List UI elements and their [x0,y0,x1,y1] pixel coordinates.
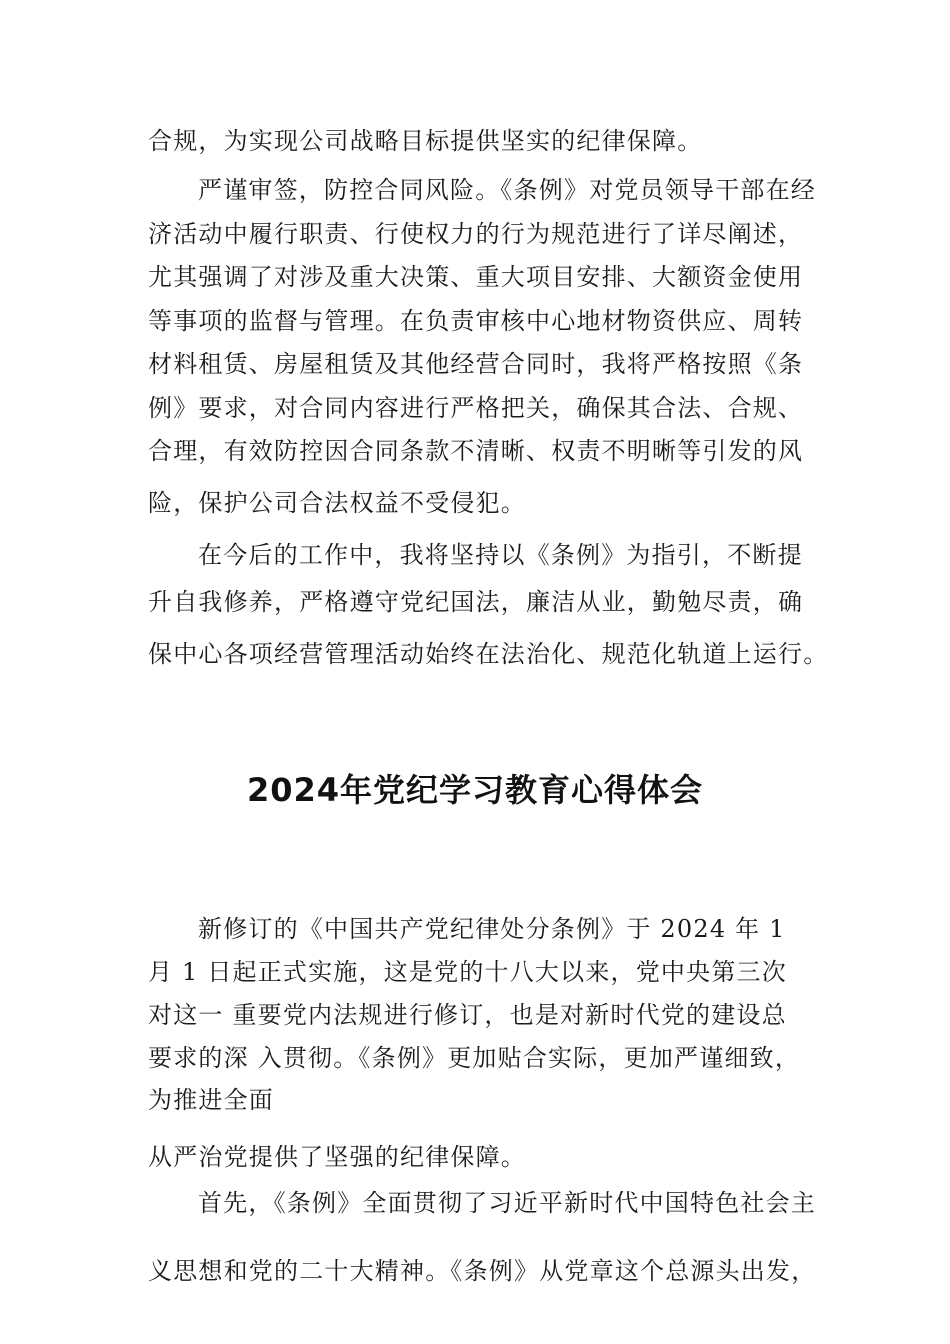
paragraph-line: 材料租赁、房屋租赁及其他经营合同时，我将严格按照《条 [148,350,804,378]
paragraph-line: 为推进全面 [148,1086,274,1114]
paragraph-line: 险，保护公司合法权益不受侵犯。 [148,489,526,517]
paragraph-line: 升自我修养，严格遵守党纪国法，廉洁从业，勤勉尽责，确 [148,588,804,616]
paragraph-line: 保中心各项经营管理活动始终在法治化、规范化轨道上运行。 [148,640,829,668]
paragraph-line: 对这一 重要党内法规进行修订，也是对新时代党的建设总 [148,1001,787,1029]
paragraph-line: 等事项的监督与管理。在负责审核中心地材物资供应、周转 [148,307,804,335]
paragraph-line: 严谨审签，防控合同风险。《条例》对党员领导干部在经 [198,176,816,204]
paragraph-line: 济活动中履行职责、行使权力的行为规范进行了详尽阐述， [148,220,804,248]
paragraph-line: 从严治党提供了坚强的纪律保障。 [148,1143,526,1171]
paragraph-line: 新修订的《中国共产党纪律处分条例》于 2024 年 1 [198,915,786,943]
paragraph-line: 尤其强调了对涉及重大决策、重大项目安排、大额资金使用 [148,263,804,291]
paragraph-line: 例》要求，对合同内容进行严格把关，确保其合法、合规、 [148,394,804,422]
paragraph-line: 合规，为实现公司战略目标提供坚实的纪律保障。 [148,127,703,155]
paragraph-line: 首先，《条例》全面贯彻了习近平新时代中国特色社会主 [198,1189,816,1217]
page-title: 2024年党纪学习教育心得体会 [246,771,704,809]
paragraph-line: 在今后的工作中，我将坚持以《条例》为指引，不断提 [198,541,803,569]
paragraph-line: 义思想和党的二十大精神。《条例》从党章这个总源头出发， [148,1257,817,1285]
paragraph-line: 合理，有效防控因合同条款不清晰、权责不明晰等引发的风 [148,437,804,465]
paragraph-line: 要求的深 入贯彻。《条例》更加贴合实际，更加严谨细致， [148,1044,801,1072]
paragraph-line: 月 1 日起正式实施，这是党的十八大以来，党中央第三次 [148,958,787,986]
